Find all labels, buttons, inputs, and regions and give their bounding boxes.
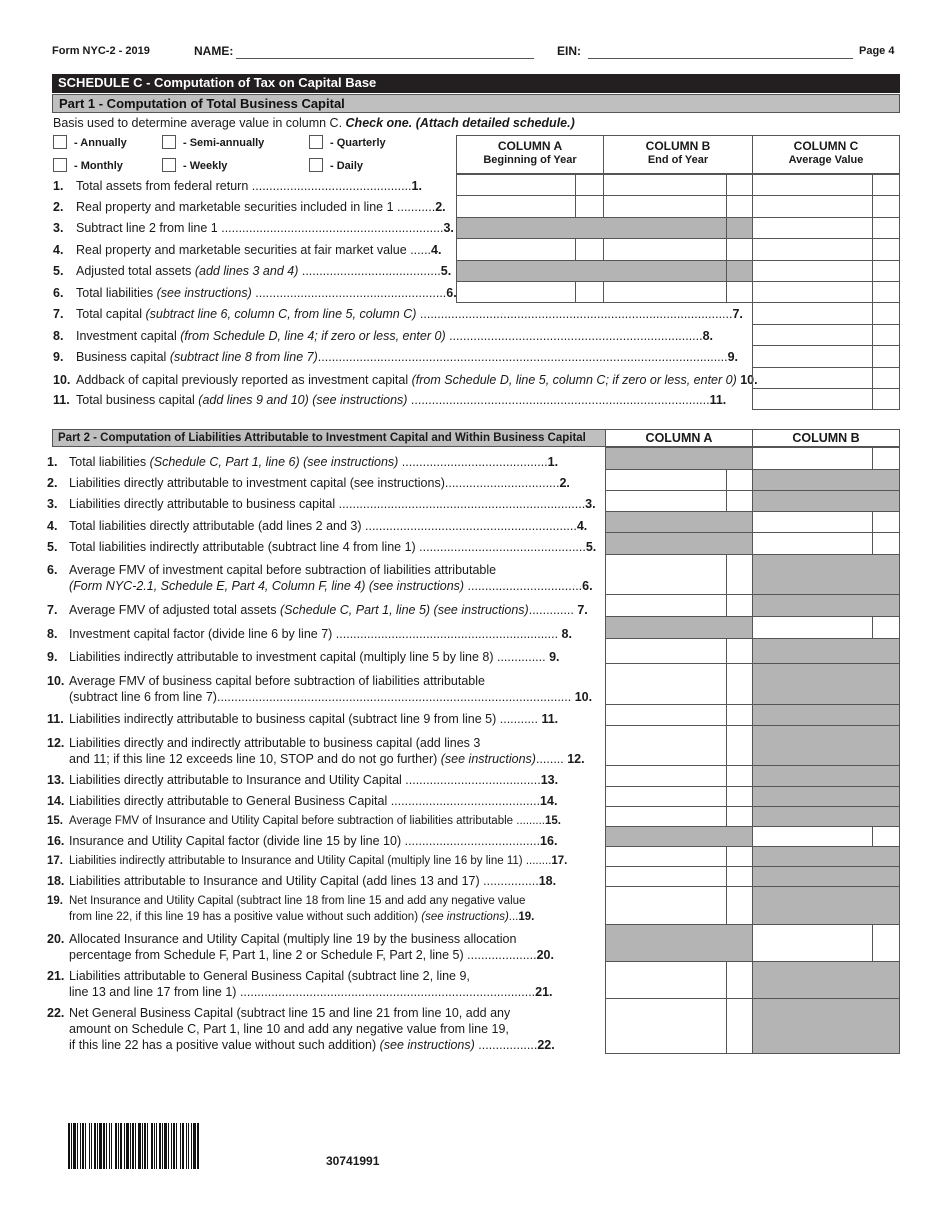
p2-line-4: 4. Total liabilities directly attributable (add lines 2 and 3) .............................................................4. xyxy=(47,519,588,533)
barcode-bar xyxy=(154,1123,155,1169)
p2-line20-col-b[interactable] xyxy=(752,924,873,962)
barcode-bar xyxy=(94,1123,96,1169)
p1-line4-col-b-cents[interactable] xyxy=(726,238,753,261)
p2-line21-col-a-cents[interactable] xyxy=(726,961,753,999)
p2-line-13: 13. Liabilities directly attributable to Insurance and Utility Capital .......................................13. xyxy=(47,773,559,787)
p1-line-7: 7. Total capital (subtract line 6, column C, from line 5, column C) ..........................................................................................7. xyxy=(53,307,743,321)
barcode-bar xyxy=(77,1123,78,1169)
p2-line-10: 10. Average FMV of business capital before subtraction of liabilities attributable (subtract line 6 from line 7)...................................................................................................... 10. xyxy=(47,674,593,704)
p2-line16-col-b-cents[interactable] xyxy=(872,826,900,847)
p1-line2-col-c-cents[interactable] xyxy=(872,195,900,218)
p2-line2-col-a[interactable] xyxy=(605,469,727,491)
p1-line3-col-c[interactable] xyxy=(752,217,873,239)
p1-line1-col-a-cents[interactable] xyxy=(575,174,604,196)
p2-line7-col-a-cents[interactable] xyxy=(726,594,753,617)
p2-line17-col-a-cents[interactable] xyxy=(726,846,753,867)
barcode-bar xyxy=(115,1123,117,1169)
barcode-bar xyxy=(118,1123,119,1169)
name-label: NAME: xyxy=(194,44,234,58)
p2-line18-col-a[interactable] xyxy=(605,866,727,887)
p2-line-14: 14. Liabilities directly attributable to General Business Capital ...........................................14. xyxy=(47,794,558,808)
barcode-bar xyxy=(126,1123,129,1169)
p2-line1-col-b-cents[interactable] xyxy=(872,447,900,470)
weekly-label: - Weekly xyxy=(183,160,228,172)
p2-line6-col-a[interactable] xyxy=(605,554,727,595)
p1-line3-ab-shaded xyxy=(456,217,727,239)
p2-line17-col-a[interactable] xyxy=(605,846,727,867)
semi-annually-label: - Semi-annually xyxy=(183,137,265,149)
p2-line5-col-b[interactable] xyxy=(752,532,873,555)
p1-line1-col-a[interactable] xyxy=(456,174,576,196)
p2-line13-col-b-shaded xyxy=(752,765,900,787)
annually-checkbox[interactable] xyxy=(53,135,67,149)
barcode-bar xyxy=(188,1123,189,1169)
p2-line5-col-a-shaded xyxy=(605,532,753,555)
p1-line3-b-cents-shaded xyxy=(726,217,753,239)
part2-title: Part 2 - Computation of Liabilities Attributable to Investment Capital and Within Business Capital xyxy=(52,429,606,447)
barcode-bar xyxy=(171,1123,172,1169)
p2-line-3: 3. Liabilities directly attributable to business capital .......................................................................3. xyxy=(47,497,596,511)
p2-line-16: 16. Insurance and Utility Capital factor (divide line 15 by line 10) .......................................16. xyxy=(47,834,558,848)
p1-line4-col-b[interactable] xyxy=(603,238,727,261)
p2-line5-col-b-cents[interactable] xyxy=(872,532,900,555)
p2-line14-col-b-shaded xyxy=(752,786,900,807)
p2-line14-col-a-cents[interactable] xyxy=(726,786,753,807)
barcode-bar xyxy=(130,1123,131,1169)
p1-line3-col-c-cents[interactable] xyxy=(872,217,900,239)
p2-line15-col-a-cents[interactable] xyxy=(726,806,753,827)
barcode-bar xyxy=(138,1123,141,1169)
p2-line2-col-a-cents[interactable] xyxy=(726,469,753,491)
barcode-bar xyxy=(85,1123,86,1169)
p1-line8-col-c-cents[interactable] xyxy=(872,324,900,346)
p2-line14-col-a[interactable] xyxy=(605,786,727,807)
p2-line16-col-b[interactable] xyxy=(752,826,873,847)
p2-line7-col-a[interactable] xyxy=(605,594,727,617)
p2-line10-col-a[interactable] xyxy=(605,663,727,705)
p2-line-1: 1. Total liabilities (Schedule C, Part 1, line 6) (see instructions) ..........................................1. xyxy=(47,455,559,469)
p2-line3-col-a[interactable] xyxy=(605,490,727,512)
p1-line11-col-c-cents[interactable] xyxy=(872,388,900,410)
barcode-bar xyxy=(186,1123,187,1169)
p2-line10-col-b-shaded xyxy=(752,663,900,705)
p2-line21-col-b-shaded xyxy=(752,961,900,999)
p2-line18-col-a-cents[interactable] xyxy=(726,866,753,887)
p2-line3-col-a-cents[interactable] xyxy=(726,490,753,512)
p2-line-8: 8. Investment capital factor (divide line 6 by line 7) ................................................................ 8. xyxy=(47,627,572,641)
barcode-bar xyxy=(109,1123,110,1169)
p2-line1-col-b[interactable] xyxy=(752,447,873,470)
p1-line-8: 8. Investment capital (from Schedule D, line 4; if zero or less, enter 0) .........................................................................8. xyxy=(53,329,714,343)
p2-line4-col-b[interactable] xyxy=(752,511,873,533)
p1-line4-col-a-cents[interactable] xyxy=(575,238,604,261)
p2-line-19: 19. Net Insurance and Utility Capital (subtract line 18 from line 15 and add any negative value from line 22, if this line 19 has a positive value without such addition) (see instructions)...19. xyxy=(47,895,535,923)
p2-line-11: 11. Liabilities indirectly attributable to business capital (subtract line 9 from line 5) ........... 11. xyxy=(47,712,559,726)
barcode-bar xyxy=(164,1123,167,1169)
daily-checkbox[interactable] xyxy=(309,158,323,172)
barcode-bar xyxy=(132,1123,134,1169)
p2-line9-col-a-cents[interactable] xyxy=(726,638,753,664)
daily-label: - Daily xyxy=(330,160,364,172)
p2-line-2: 2. Liabilities directly attributable to investment capital (see instructions).................................2. xyxy=(47,476,570,490)
barcode-bar xyxy=(151,1123,153,1169)
barcode-bar xyxy=(71,1123,72,1169)
barcode-bar xyxy=(106,1123,107,1169)
barcode-number: 30741991 xyxy=(326,1154,380,1168)
p2-line4-col-b-cents[interactable] xyxy=(872,511,900,533)
p1-line11-col-c[interactable] xyxy=(752,388,873,410)
p2-line9-col-b-shaded xyxy=(752,638,900,664)
p2-line-21: 21. Liabilities attributable to General Business Capital (subtract line 2, line 9, line 13 and line 17 from line 1) .....................................................................................21. xyxy=(47,969,553,999)
p1-line-3: 3. Subtract line 2 from line 1 ................................................................3. xyxy=(53,221,454,235)
p1-line1-col-b[interactable] xyxy=(603,174,727,196)
p1-line-1: 1. Total assets from federal return ..............................................1. xyxy=(53,179,422,193)
barcode-bar xyxy=(124,1123,125,1169)
p2-line10-col-a-cents[interactable] xyxy=(726,663,753,705)
p2-line13-col-a[interactable] xyxy=(605,765,727,787)
p2-line12-col-b-shaded xyxy=(752,725,900,766)
part1-title: Part 1 - Computation of Total Business Capital xyxy=(52,94,900,113)
barcode-bar xyxy=(193,1123,196,1169)
p1-line1-col-c-cents[interactable] xyxy=(872,174,900,196)
barcode-bar xyxy=(176,1123,177,1169)
page-number: Page 4 xyxy=(859,45,895,57)
p2-line-12: 12. Liabilities directly and indirectly attributable to business capital (add lines 3 and 11; if this line 12 exceeds line 10, STOP and do not go further) (see instructions)........ 12. xyxy=(47,736,585,766)
p2-line-17: 17. Liabilities indirectly attributable to Insurance and Utility Capital (multiply line 16 by line 11) ........17. xyxy=(47,855,568,867)
p2-line-6: 6. Average FMV of investment capital before subtraction of liabilities attributable (Form NYC-2.1, Schedule E, Part 4, Column F, line 4) (see instructions) .................................6. xyxy=(47,563,593,593)
p1-line2-col-b[interactable] xyxy=(603,195,727,218)
p1-line6-col-a[interactable] xyxy=(456,281,576,303)
p1-line5-b-cents-shaded xyxy=(726,260,753,282)
p2-line20-col-a-shaded xyxy=(605,924,753,962)
p1-line6-col-b-cents[interactable] xyxy=(726,281,753,303)
monthly-checkbox[interactable] xyxy=(53,158,67,172)
p2-line11-col-a[interactable] xyxy=(605,704,727,726)
name-field[interactable] xyxy=(236,57,534,59)
barcode-bar xyxy=(173,1123,175,1169)
barcode-bar xyxy=(180,1123,181,1169)
p1-line1-col-c[interactable] xyxy=(752,174,873,196)
p1-line8-col-c[interactable] xyxy=(752,324,873,346)
p2-line-18: 18. Liabilities attributable to Insurance and Utility Capital (add lines 13 and 17) ................18. xyxy=(47,874,557,888)
monthly-label: - Monthly xyxy=(74,160,123,172)
ein-label: EIN: xyxy=(557,44,581,58)
p1-line5-ab-shaded xyxy=(456,260,727,282)
p1-line-4: 4. Real property and marketable securities at fair market value ......4. xyxy=(53,243,442,257)
barcode-bar xyxy=(111,1123,112,1169)
barcode-bar xyxy=(142,1123,143,1169)
p2-line1-col-a-shaded xyxy=(605,447,753,470)
p1-line6-col-b[interactable] xyxy=(603,281,727,303)
p2-line3-col-b-shaded xyxy=(752,490,900,512)
p1-line10-col-c[interactable] xyxy=(752,367,873,389)
p2-line-20: 20. Allocated Insurance and Utility Capital (multiply line 19 by the business allocation percentage from Schedule F, Part 1, line 2 or Schedule F, Part 2, line 5) ....................20. xyxy=(47,932,554,962)
p2-line4-col-a-shaded xyxy=(605,511,753,533)
p2-line19-col-b-shaded xyxy=(752,886,900,925)
p1-line-2: 2. Real property and marketable securities included in line 1 ...........2. xyxy=(53,200,446,214)
p2-line11-col-a-cents[interactable] xyxy=(726,704,753,726)
p2-line22-col-a-cents[interactable] xyxy=(726,998,753,1054)
p1-line4-col-c-cents[interactable] xyxy=(872,238,900,261)
p1-line-11: 11. Total business capital (add lines 9 and 10) (see instructions) ......................................................................................11. xyxy=(53,393,727,407)
p1-line9-col-c-cents[interactable] xyxy=(872,345,900,368)
p2-line2-col-b-shaded xyxy=(752,469,900,491)
p2-line12-col-a-cents[interactable] xyxy=(726,725,753,766)
weekly-checkbox[interactable] xyxy=(162,158,176,172)
p1-line1-col-b-cents[interactable] xyxy=(726,174,753,196)
p2-line-22: 22. Net General Business Capital (subtract line 15 and line 21 from line 10, add any amount on Schedule C, Part 1, line 10 and add any negative value from line 19, if this line 22 has a positive value without such addition) (see instructions) .................22. xyxy=(47,1006,555,1052)
p2-line-15: 15. Average FMV of Insurance and Utility Capital before subtraction of liabilities attributable .........15. xyxy=(47,815,562,827)
p1-line5-col-c[interactable] xyxy=(752,260,873,282)
barcode xyxy=(68,1123,266,1169)
quarterly-label: - Quarterly xyxy=(330,137,386,149)
p2-line16-col-a-shaded xyxy=(605,826,753,847)
p1-line2-col-a-cents[interactable] xyxy=(575,195,604,218)
p1-column-b-header: COLUMN B End of Year xyxy=(603,135,753,174)
p2-line17-col-b-shaded xyxy=(752,846,900,867)
barcode-bar xyxy=(97,1123,98,1169)
form-id: Form NYC-2 - 2019 xyxy=(52,45,150,57)
p1-line6-col-a-cents[interactable] xyxy=(575,281,604,303)
p1-line4-col-a[interactable] xyxy=(456,238,576,261)
barcode-bar xyxy=(168,1123,169,1169)
barcode-bar xyxy=(68,1123,70,1169)
p2-line9-col-a[interactable] xyxy=(605,638,727,664)
p2-line8-col-b[interactable] xyxy=(752,616,873,639)
ein-field[interactable] xyxy=(588,57,853,59)
p1-column-c-header: COLUMN C Average Value xyxy=(752,135,900,174)
p2-line7-col-b-shaded xyxy=(752,594,900,617)
p2-line15-col-b-shaded xyxy=(752,806,900,827)
semi-annually-checkbox[interactable] xyxy=(162,135,176,149)
barcode-bar xyxy=(80,1123,81,1169)
barcode-bar xyxy=(89,1123,90,1169)
p2-line8-col-a-shaded xyxy=(605,616,753,639)
schedule-title: SCHEDULE C - Computation of Tax on Capital Base xyxy=(52,74,900,93)
p1-line-6: 6. Total liabilities (see instructions) .......................................................6. xyxy=(53,286,457,300)
p2-line15-col-a[interactable] xyxy=(605,806,727,827)
p2-line11-col-b-shaded xyxy=(752,704,900,726)
barcode-bar xyxy=(147,1123,148,1169)
barcode-bar xyxy=(182,1123,184,1169)
p2-line6-col-b-shaded xyxy=(752,554,900,595)
barcode-bar xyxy=(73,1123,76,1169)
p2-line21-col-a[interactable] xyxy=(605,961,727,999)
p1-line6-col-c-cents[interactable] xyxy=(872,281,900,303)
p2-line19-col-a[interactable] xyxy=(605,886,727,925)
p2-line12-col-a[interactable] xyxy=(605,725,727,766)
p1-line2-col-b-cents[interactable] xyxy=(726,195,753,218)
annually-label: - Annually xyxy=(74,137,127,149)
barcode-bar xyxy=(191,1123,192,1169)
p1-line9-col-c[interactable] xyxy=(752,345,873,368)
p2-line6-col-a-cents[interactable] xyxy=(726,554,753,595)
p1-line5-col-c-cents[interactable] xyxy=(872,260,900,282)
p2-column-a-header: COLUMN A xyxy=(605,429,753,447)
p1-line2-col-a[interactable] xyxy=(456,195,576,218)
barcode-bar xyxy=(103,1123,105,1169)
p1-line4-col-c[interactable] xyxy=(752,238,873,261)
barcode-bar xyxy=(156,1123,157,1169)
barcode-bar xyxy=(91,1123,92,1169)
p2-line19-col-a-cents[interactable] xyxy=(726,886,753,925)
barcode-bar xyxy=(162,1123,163,1169)
barcode-bar xyxy=(144,1123,146,1169)
p2-line20-col-b-cents[interactable] xyxy=(872,924,900,962)
p1-line10-col-c-cents[interactable] xyxy=(872,367,900,389)
p1-line7-col-c-cents[interactable] xyxy=(872,302,900,325)
p1-column-a-header: COLUMN A Beginning of Year xyxy=(456,135,604,174)
p2-line-9: 9. Liabilities indirectly attributable to investment capital (multiply line 5 by line 8) .............. 9. xyxy=(47,650,560,664)
p1-line2-col-c[interactable] xyxy=(752,195,873,218)
barcode-bar xyxy=(120,1123,122,1169)
p1-line7-col-c[interactable] xyxy=(752,302,873,325)
barcode-bar xyxy=(197,1123,199,1169)
p2-line8-col-b-cents[interactable] xyxy=(872,616,900,639)
barcode-bar xyxy=(135,1123,136,1169)
p2-line13-col-a-cents[interactable] xyxy=(726,765,753,787)
p1-line6-col-c[interactable] xyxy=(752,281,873,303)
barcode-bar xyxy=(99,1123,102,1169)
p1-line-9: 9. Business capital (subtract line 8 from line 7)......................................................................................................................9. xyxy=(53,350,739,364)
basis-text: Basis used to determine average value in column C. Check one. (Attach detailed schedule.) xyxy=(53,116,575,130)
p2-column-b-header: COLUMN B xyxy=(752,429,900,447)
p2-line-7: 7. Average FMV of adjusted total assets (Schedule C, Part 1, line 5) (see instructions)............. 7. xyxy=(47,603,588,617)
p2-line18-col-b-shaded xyxy=(752,866,900,887)
p1-line-5: 5. Adjusted total assets (add lines 3 and 4) ........................................5. xyxy=(53,264,452,278)
barcode-bar xyxy=(82,1123,84,1169)
p1-line-10: 10. Addback of capital previously reported as investment capital (from Schedule D, line 5, column C; if zero or less, enter 0) 10. xyxy=(53,373,758,387)
p2-line-5: 5. Total liabilities indirectly attributable (subtract line 4 from line 1) ................................................5. xyxy=(47,540,597,554)
barcode-bar xyxy=(159,1123,161,1169)
quarterly-checkbox[interactable] xyxy=(309,135,323,149)
p2-line22-col-b-shaded xyxy=(752,998,900,1054)
p2-line22-col-a[interactable] xyxy=(605,998,727,1054)
